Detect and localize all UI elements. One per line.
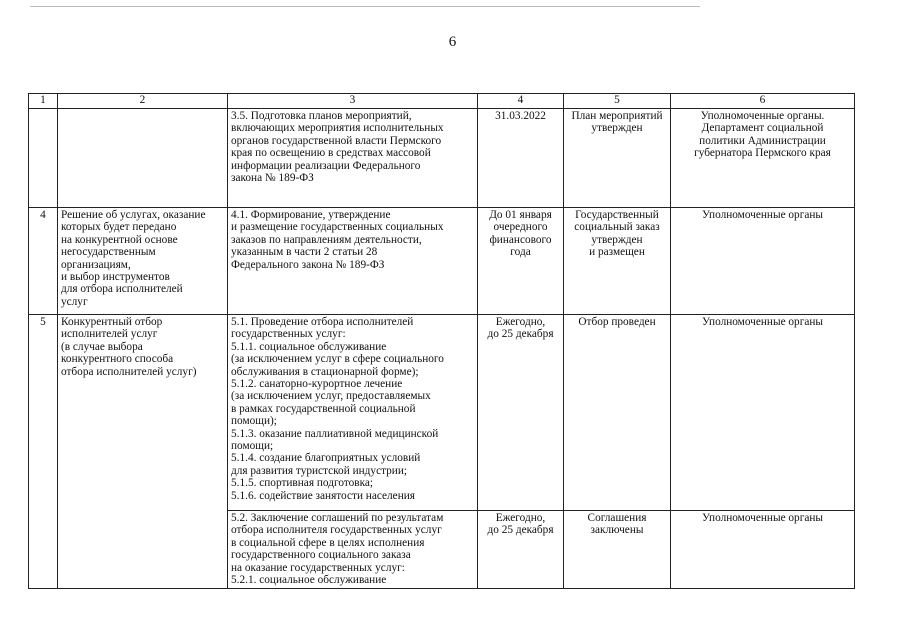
responsible-cell: Уполномоченные органы bbox=[671, 315, 855, 511]
deadline-cell: До 01 января очередного финансового года bbox=[478, 208, 564, 315]
header-cell-4: 4 bbox=[478, 94, 564, 109]
row-number-cell: 4 bbox=[29, 208, 58, 315]
table-header-row bbox=[29, 94, 855, 109]
result-cell: План мероприятий утвержден bbox=[564, 109, 671, 208]
deadline-cell: 31.03.2022 bbox=[478, 109, 564, 208]
deadline-cell: Ежегодно, до 25 декабря bbox=[478, 315, 564, 511]
event-cell bbox=[58, 109, 228, 208]
page-number: 6 bbox=[448, 34, 457, 50]
result-cell: Отбор проведен bbox=[564, 315, 671, 511]
row-number-cell bbox=[29, 109, 58, 208]
header-cell-3: 3 bbox=[228, 94, 478, 109]
plan-table bbox=[28, 93, 855, 589]
activity-cell: 5.2. Заключение соглашений по результатам отбора исполнителя государственных услуг в социальной сфере в целях исполнения государственного социального заказа на оказание государственных услуг: 5.2.1. социальное обслуживание bbox=[228, 511, 478, 589]
header-cell-2: 2 bbox=[58, 94, 228, 109]
scan-top-edge-line bbox=[30, 6, 700, 7]
result-cell: Соглашения заключены bbox=[564, 511, 671, 589]
responsible-cell: Уполномоченные органы. Департамент социальной политики Администрации губернатора Пермского края bbox=[671, 109, 855, 208]
result-cell: Государственный социальный заказ утвержден и размещен bbox=[564, 208, 671, 315]
table-row bbox=[29, 315, 855, 511]
event-cell: Конкурентный отбор исполнителей услуг (в случае выбора конкурентного способа отбора исполнителей услуг) bbox=[58, 315, 228, 589]
activity-cell: 4.1. Формирование, утверждение и размещение государственных социальных заказов по направлениям деятельности, указанным в части 2 статьи 28 Федерального закона № 189-ФЗ bbox=[228, 208, 478, 315]
event-cell: Решение об услугах, оказание которых будет передано на конкурентной основе негосударственным организациям, и выбор инструментов для отбора исполнителей услуг bbox=[58, 208, 228, 315]
deadline-cell: Ежегодно, до 25 декабря bbox=[478, 511, 564, 589]
row-number-cell: 5 bbox=[29, 315, 58, 589]
header-cell-6: 6 bbox=[671, 94, 855, 109]
header-cell-1: 1 bbox=[29, 94, 58, 109]
activity-cell: 3.5. Подготовка планов мероприятий, включающих мероприятия исполнительных органов государственной власти Пермского края по освещению в средствах массовой информации реализации Федерального закона № 189-ФЗ bbox=[228, 109, 478, 208]
table-row bbox=[29, 208, 855, 315]
activity-cell: 5.1. Проведение отбора исполнителей государственных услуг: 5.1.1. социальное обслуживание (за исключением услуг в сфере социального обслуживания в стационарной форме); 5.1.2. санаторно-курортное лечение (за исключением услуг, предоставляемых в рамках государственной социальной помощи); 5.1.3. оказание паллиативной медицинской помощи; 5.1.4. создание благоприятных условий для развития туристской индустрии; 5.1.5. спортивная подготовка; 5.1.6. содействие занятости населения bbox=[228, 315, 478, 511]
responsible-cell: Уполномоченные органы bbox=[671, 511, 855, 589]
header-cell-5: 5 bbox=[564, 94, 671, 109]
table-row bbox=[29, 109, 855, 208]
responsible-cell: Уполномоченные органы bbox=[671, 208, 855, 315]
